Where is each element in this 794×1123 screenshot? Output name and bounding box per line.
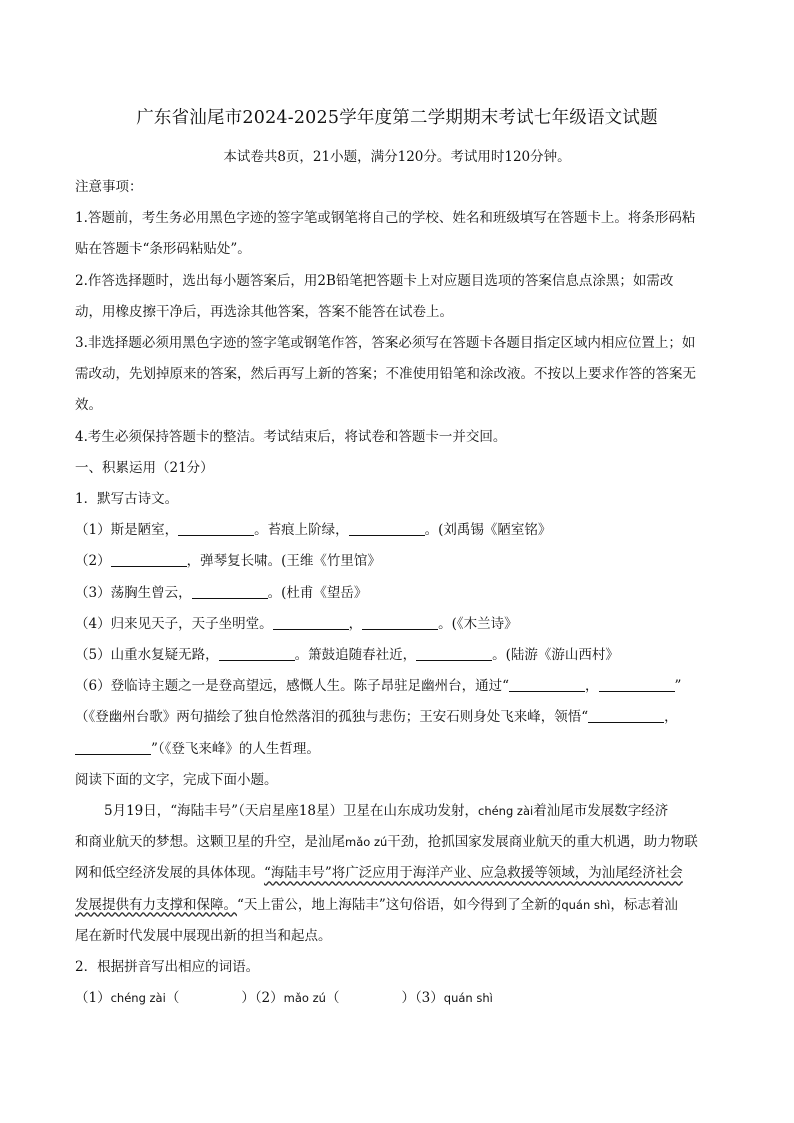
q1-5-text-b: 。箫鼓追随春社近， xyxy=(294,647,417,664)
q2-item-number: （1） xyxy=(75,990,111,1007)
q1-2-text-a: （2） xyxy=(75,553,111,570)
q2-item-3 xyxy=(415,990,493,1006)
q1-item-6-line-3 xyxy=(75,734,721,765)
note-1-line-1: 1.答题前，考生务必用黑色字迹的签字笔或钢笔将自己的学校、姓名和班级填写在答题卡上。将条形码粘 xyxy=(75,210,696,227)
q1-4-text-b: ， xyxy=(348,615,363,632)
note-4-line-1: 4.考生必须保持答题卡的整洁。考试结束后，将试卷和答题卡一并交回。 xyxy=(75,428,507,445)
answer-blank xyxy=(178,521,254,536)
reading-intro: 阅读下面的文字，完成下面小题。 xyxy=(75,771,278,788)
q1-4-text-c: 。(《木兰诗》 xyxy=(438,615,518,632)
passage-line-2 xyxy=(75,827,721,858)
passage-line-5: 尾在新时代发展中展现出新的担当和起点。 xyxy=(75,927,332,944)
page-subtitle: 本试卷共8页，21小题，满分120分。考试用时120分钟。 xyxy=(223,149,571,165)
q1-2-text-b: ，弹琴复长啸。(王维《竹里馆》 xyxy=(186,553,381,570)
q1-3-text-a: （3）荡胸生曾云， xyxy=(75,584,192,601)
q1-item-4 xyxy=(75,609,721,640)
passage-4-text-a: “天上雷公，地上海陆丰”这句俗语，如今得到了全新的 xyxy=(237,896,562,913)
answer-blank xyxy=(219,646,295,661)
question-1-stem: 1．默写古诗文。 xyxy=(75,491,179,508)
q1-1-text-c: 。(刘禹锡《陋室铭》 xyxy=(424,522,552,539)
passage-line-3 xyxy=(75,858,721,889)
pinyin: chéng zài xyxy=(110,991,166,1006)
close-paren: ） xyxy=(401,990,415,1007)
q1-6-text-d: （《登幽州台歌》两句描绘了独自怆然落泪的孤独与悲伤；王安石则身处飞来峰，领悟“ xyxy=(75,709,589,726)
q1-item-3 xyxy=(75,578,721,609)
open-paren: （ xyxy=(165,990,180,1007)
note-1-line-2: 贴在答题卡“条形码粘贴处”。 xyxy=(75,241,251,258)
exam-content xyxy=(75,172,721,1014)
passage-2-text-a: 和商业航天的梦想。这颗卫星的升空，是汕尾 xyxy=(75,834,345,851)
note-2-line-2: 动，用橡皮擦干净后，再选涂其他答案，答案不能答在试卷上。 xyxy=(75,303,453,320)
q2-item-number: （2） xyxy=(254,990,284,1007)
page-title: 广东省汕尾市2024-2025学年度第二学期期末考试七年级语文试题 xyxy=(136,108,658,128)
q1-item-6-line-1 xyxy=(75,671,721,702)
q1-item-5 xyxy=(75,640,721,671)
passage-line-1 xyxy=(75,796,721,827)
pinyin: quán shì xyxy=(561,897,611,912)
answer-blank xyxy=(599,677,675,692)
q1-6-text-a: （6）登临诗主题之一是登高望远，感慨人生。陈子昂驻足幽州台，通过“ xyxy=(75,678,509,695)
question-2-stem: 2．根据拼音写出相应的词语。 xyxy=(75,959,260,976)
q1-1-text-b: 。苔痕上阶绿， xyxy=(254,522,349,539)
underlined-sentence: 发展提供有力支撑和保障。 xyxy=(75,896,237,913)
answer-blank xyxy=(588,708,664,723)
q1-6-text-e: ， xyxy=(664,709,678,726)
note-3-line-1: 3.非选择题必须用黑色字迹的签字笔或钢笔作答，答案必须写在答题卡各题目指定区域内相应位置上；如 xyxy=(75,335,696,352)
passage-line-4 xyxy=(75,890,721,921)
q1-item-6-line-2 xyxy=(75,702,721,733)
notes-heading: 注意事项： xyxy=(75,179,143,195)
close-paren: ） xyxy=(241,990,255,1007)
passage-3-text-a: 网和低空经济发展的具体体现。 xyxy=(75,865,264,882)
q2-item-2 xyxy=(255,990,415,1006)
passage-4-text-b: ，标志着汕 xyxy=(610,896,678,913)
q1-item-1 xyxy=(75,515,721,546)
answer-blank xyxy=(416,646,492,661)
answer-blank xyxy=(75,740,151,755)
pinyin: chéng zài xyxy=(478,804,534,819)
q2-item-1 xyxy=(75,990,255,1006)
q1-6-text-c: ” xyxy=(674,678,682,695)
note-2-line-1: 2.作答选择题时，选出每小题答案后，用2B铅笔把答题卡上对应题目选项的答案信息点涂黑；如需改 xyxy=(75,272,674,289)
answer-blank xyxy=(273,615,349,630)
answer-blank xyxy=(192,584,268,599)
note-3-line-3: 效。 xyxy=(75,397,102,414)
q1-1-text-a: （1）斯是陋室， xyxy=(75,522,179,539)
q1-6-text-b: ， xyxy=(585,678,599,695)
q1-3-text-b: 。(杜甫《望岳》 xyxy=(267,584,368,601)
answer-blank xyxy=(362,615,438,630)
q1-5-text-a: （5）山重水复疑无路， xyxy=(75,647,219,664)
q1-4-text-a: （4）归来见天子，天子坐明堂。 xyxy=(75,615,273,632)
pinyin: mǎo zú xyxy=(283,991,326,1006)
q1-item-2 xyxy=(75,546,721,577)
note-3-line-2: 需改动，先划掉原来的答案，然后再写上新的答案；不准使用铅笔和涂改液。不按以上要求作答的答案无 xyxy=(75,366,696,383)
q1-6-text-f: ”（《登飞来峰》的人生哲理。 xyxy=(151,740,320,757)
q2-item-number: （3） xyxy=(414,990,444,1007)
open-paren: （ xyxy=(325,990,340,1007)
passage-1-text-a: 5月19日，“海陆丰号”（天启星座18星）卫星在山东成功发射， xyxy=(104,803,478,820)
answer-blank xyxy=(111,552,187,567)
pinyin: quán shì xyxy=(443,991,493,1006)
underlined-sentence: “海陆丰号”将广泛应用于海洋产业、应急救援等领域，为汕尾经济社会 xyxy=(264,865,683,882)
answer-blank xyxy=(349,521,425,536)
passage-1-text-b: 着汕尾市发展数字经济 xyxy=(533,803,669,820)
passage-2-text-b: 干劲，抢抓国家发展商业航天的重大机遇，助力物联 xyxy=(387,834,698,851)
q2-items xyxy=(75,983,721,1014)
pinyin: mǎo zú xyxy=(345,835,388,850)
q1-5-text-c: 。(陆游《游山西村》 xyxy=(492,647,619,664)
section-heading: 一、积累运用（21分） xyxy=(75,459,214,476)
answer-blank xyxy=(509,677,585,692)
